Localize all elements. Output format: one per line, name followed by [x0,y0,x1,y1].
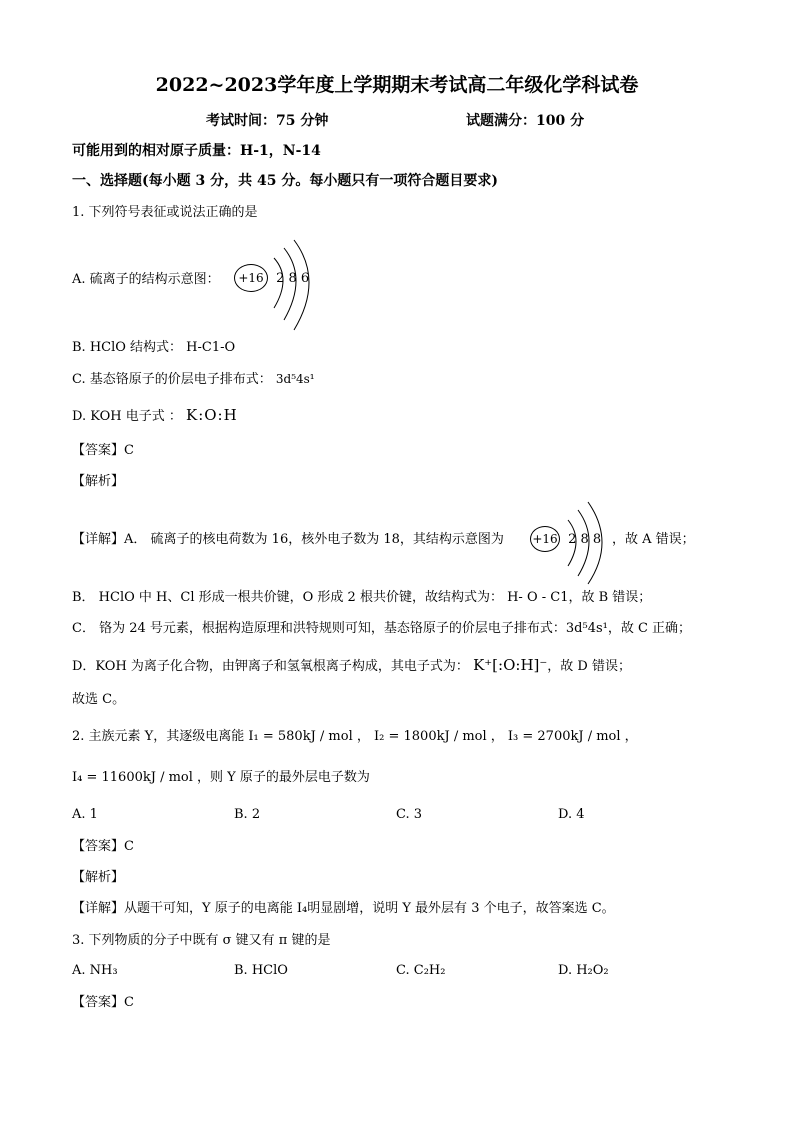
section-heading: 一、选择题(每小题 3 分，共 45 分。每小题只有一项符合题目要求) [72,173,498,189]
answer-value: C [124,995,134,1010]
q2-option-d: D. 4 [558,807,585,822]
q2-answer [72,838,134,856]
answer-tag: 【答案】 [72,995,125,1010]
q2-stem-line2: I₄ = 11600kJ / mol ，则 Y 原子的最外层电子数为 [72,770,370,785]
q1-detail-a [72,531,504,549]
q1-detail-c: C． 铬为 24 号元素，根据构造原理和洪特规则可知，基态铬原子的价层电子排布式：3d⁵4s¹，故 C 正确； [72,621,692,636]
q1-option-a-label: A. 硫离子的结构示意图： [72,272,220,287]
q1-option-b: B. HClO 结构式： H-C1-O [72,340,236,355]
q2-option-a: A. 1 [72,807,98,822]
detail-tag: 【详解】 [72,532,125,547]
sulfide-ion-structure-diagram [530,526,601,552]
koh-ionic-formula: K⁺[:O:H]⁻ [473,656,548,674]
full-score: 试题满分：100 分 [466,113,585,129]
q3-option-a: A. NH₃ [72,963,118,978]
q1-option-c [72,370,315,389]
q2-detail [72,900,615,918]
exam-title: 2022~2023学年度上学期期末考试高二年级化学科试卷 [155,74,639,96]
answer-value: C [124,839,134,854]
q1-stem: 1. 下列符号表征或说法正确的是 [72,205,258,220]
q1-detail-b: B． HClO 中 H、Cl 形成一根共价键，O 形成 2 根共价键，故结构式为： H- O - C1，故 B 错误； [72,590,652,605]
nucleus-circle: +16 [530,526,560,552]
detail-d-text: D．KOH 为离子化合物，由钾离子和氢氧根离子构成，其电子式为： [72,659,469,674]
q3-option-d: D. H₂O₂ [558,963,609,978]
detail-a-end: ，故 A 错误； [612,532,695,547]
q1-option-c-label: C. 基态铬原子的价层电子排布式： [72,372,272,387]
exam-time: 考试时间：75 分钟 [206,113,329,129]
shell-arcs-icon [556,502,616,592]
koh-electron-formula: K:O:H [186,406,238,424]
shell-electrons: 2 8 8 [568,531,602,547]
detail-text: 从题干可知，Y 原子的电离能 I₄明显剧增，说明 Y 最外层有 3 个电子，故答案选 C。 [124,901,615,916]
q1-answer [72,442,134,460]
q3-stem: 3. 下列物质的分子中既有 σ 键又有 π 键的是 [72,933,331,948]
nucleus-circle: +16 [234,264,268,292]
q3-option-c: C. C₂H₂ [396,963,446,978]
detail-tag: 【详解】 [72,901,125,916]
q1-analysis-tag: 【解析】 [72,474,125,489]
shell-arcs-icon [262,238,322,338]
answer-tag: 【答案】 [72,839,125,854]
q2-analysis-tag: 【解析】 [72,870,125,885]
q1-option-c-formula: 3d⁵4s¹ [275,372,315,386]
q3-option-b: B. HClO [234,963,288,978]
q3-answer [72,994,134,1012]
q2-stem-line1: 2. 主族元素 Y，其逐级电离能 I₁ = 580kJ / mol ， I₂ = 1800kJ / mol ， I₃ = 2700kJ / mol ， [72,729,638,744]
detail-d-end: ，故 D 错误； [547,659,631,674]
q2-option-b: B. 2 [234,807,261,822]
detail-a-text: A． 硫离子的核电荷数为 16，核外电子数为 18，其结构示意图为 [124,532,504,547]
q1-detail-d [72,656,631,676]
q1-option-d [72,406,238,426]
answer-value: C [124,443,134,458]
answer-tag: 【答案】 [72,443,125,458]
q1-option-a [72,271,220,289]
atomic-mass-note: 可能用到的相对原子质量：H-1，N-14 [72,143,321,159]
shell-electrons: 2 8 6 [276,270,310,286]
q2-option-c: C. 3 [396,807,423,822]
sulfide-structure-diagram [234,264,309,292]
q1-conclusion: 故选 C。 [72,692,126,707]
q1-option-d-label: D. KOH 电子式 ： [72,409,182,424]
